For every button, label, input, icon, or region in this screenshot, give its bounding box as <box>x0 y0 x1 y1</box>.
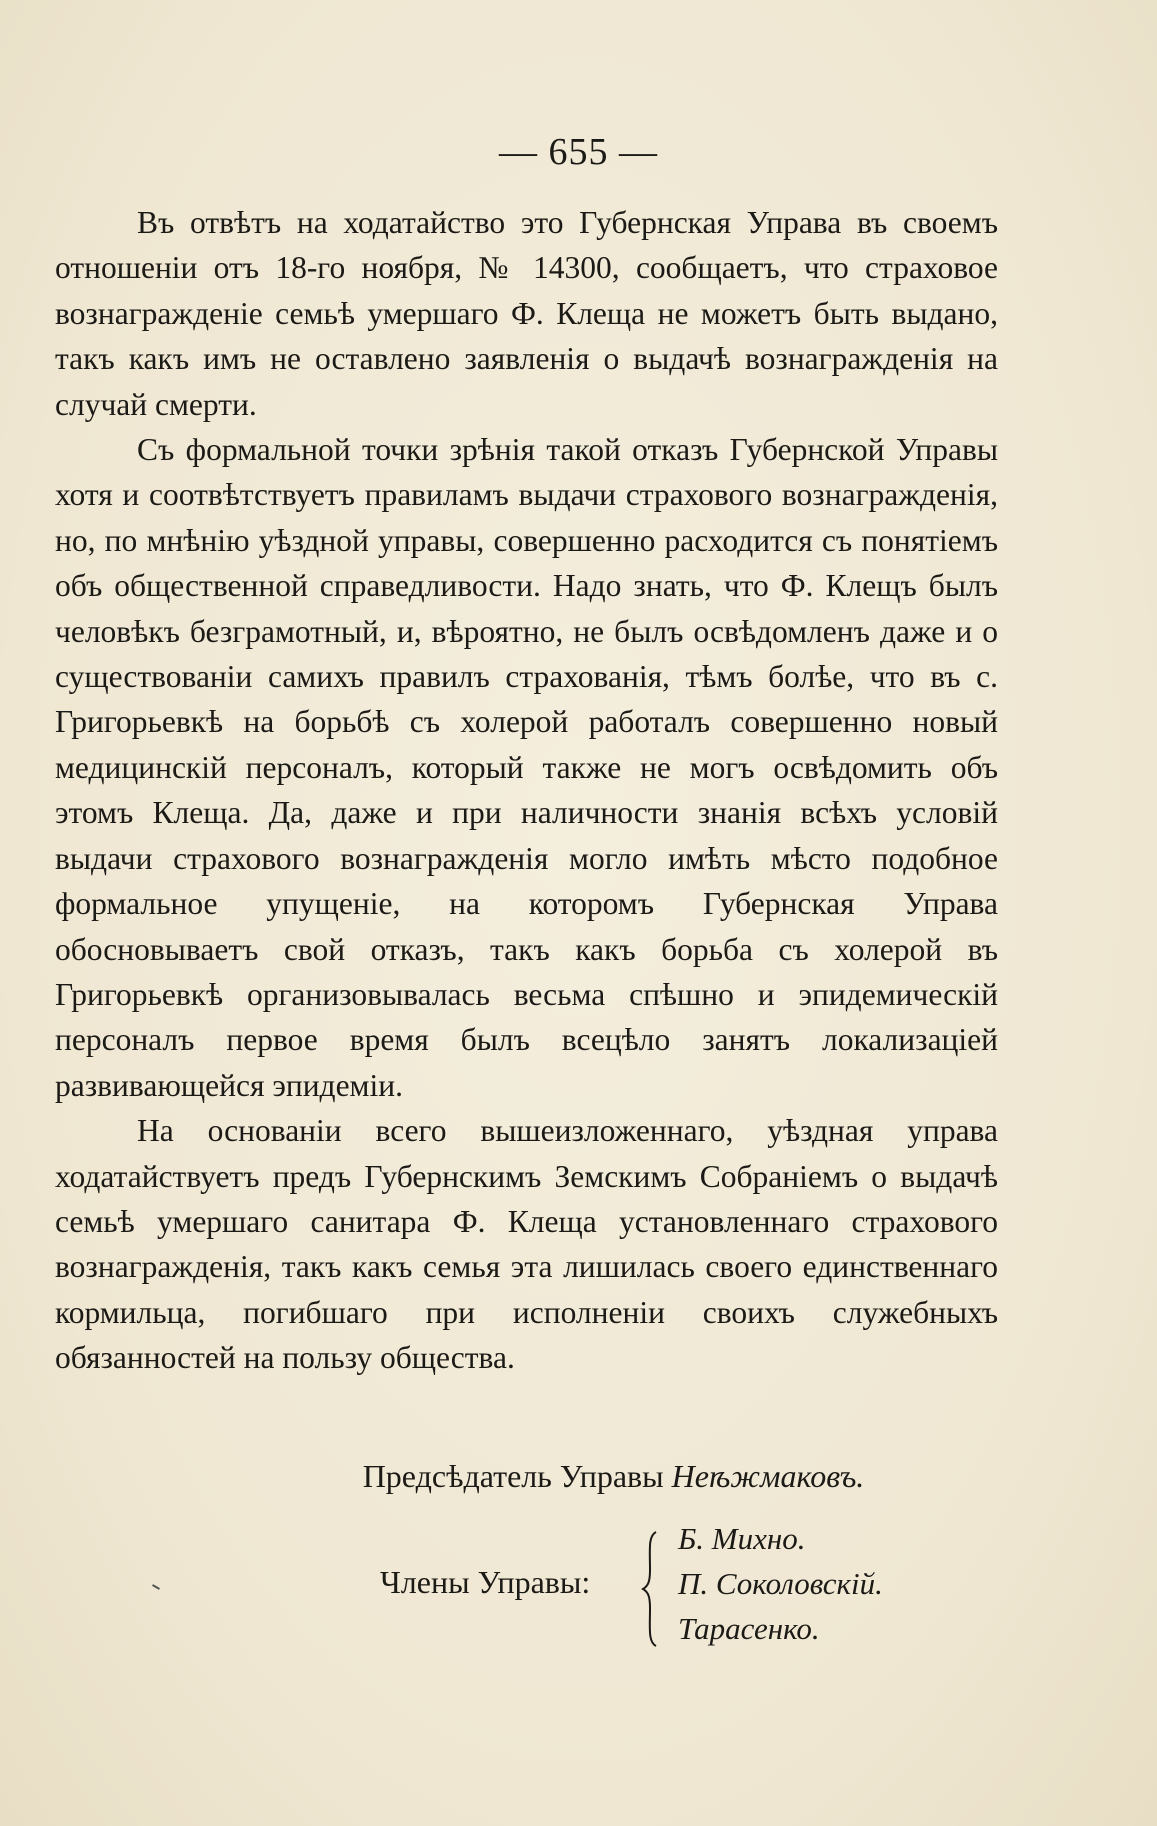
member-name: Б. Михно. <box>678 1521 806 1556</box>
member-name: Тарасенко. <box>678 1611 820 1646</box>
chairman-name: Неѣжмаковъ. <box>671 1458 865 1494</box>
member-name: П. Соколовскій. <box>678 1566 883 1601</box>
body-text <box>55 200 998 1381</box>
paragraph: На основаніи всего вышеизложеннаго, уѣздная управа ходатайствуетъ предъ Губернскимъ Земскимъ Собраніемъ о выдачѣ семьѣ умершаго санитара Ф. Клеща установленнаго страхового вознагражденія, такъ какъ семья эта лишилась своего единственнаго кормильца, погибшаго при исполненіи своихъ служебныхъ обязанностей на пользу общества. <box>55 1113 998 1376</box>
paragraph: Съ формальной точки зрѣнія такой отказъ Губернской Управы хотя и соотвѣтствуетъ правиламъ выдачи страхового вознагражденія, но, по мнѣнію уѣздной управы, совершенно расходится съ понятіемъ объ общественной справедливости. Надо знать, что Ф. Клещъ былъ человѣкъ безграмотный, и, вѣроятно, не былъ освѣдомленъ даже и о существованіи самихъ правилъ страхованія, тѣмъ болѣе, что въ с. Григорьевкѣ на борьбѣ съ холерой работалъ совершенно новый медицинскій персоналъ, который также не могъ освѣдомить объ этомъ Клеща. Да, даже и при наличности знанія всѣхъ условій выдачи страхового вознагражденія могло имѣть мѣсто подобное формальное упущеніе, на которомъ Губернская Управа обосновываетъ свой отказъ, такъ какъ борьба съ холерой въ Григорьевкѣ организовывалась весьма спѣшно и эпидемическій персоналъ первое время былъ всецѣло занятъ локализаціей развивающейся эпидеміи. <box>55 432 998 1103</box>
members-label: Члены Управы: <box>380 1564 591 1600</box>
print-mark <box>152 1584 160 1590</box>
chairman-label: Предсѣдатель Управы <box>362 1458 664 1494</box>
chairman-signature <box>0 1458 1157 1495</box>
curly-brace-icon <box>640 1530 660 1648</box>
members-list <box>678 1516 883 1651</box>
paragraph: Въ отвѣтъ на ходатайство это Губернская Управа въ своемъ отношеніи отъ 18-го ноября, № 14300, сообщаетъ, что страховое вознагражденіе семьѣ умершаго Ф. Клеща не можетъ быть выдано, такъ какъ имъ не оставлено заявленія о выдачѣ вознагражденія на случай смерти. <box>55 205 998 422</box>
page-number: — 655 — <box>499 131 658 173</box>
